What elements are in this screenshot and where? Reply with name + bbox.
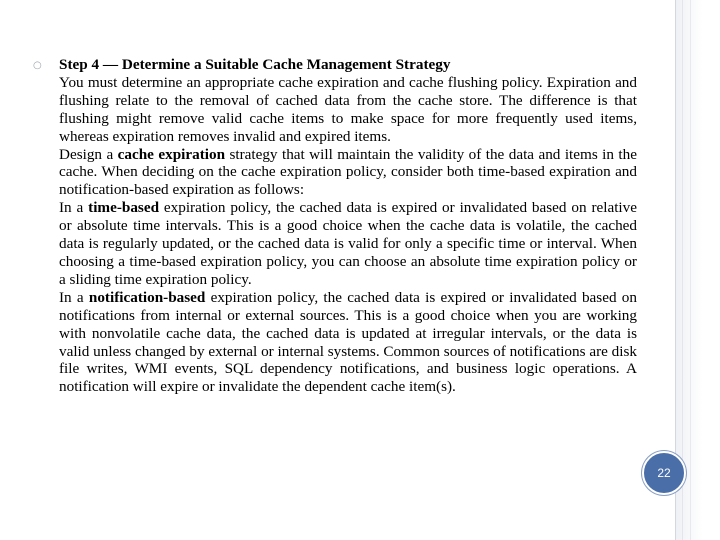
notif-text-pre: In a	[59, 288, 89, 306]
notif-text-post: expiration policy, the cached data is expired or invalidated based on notifications from internal or external sources. This is a good choice when you are working with nonvolatile cache data, the cached data is updated at irregular intervals, or the data is valid unless changed by external or internal systems. Common sources of notifications are disk file writes, WMI events, SQL dependency notifications, and business logic operations. A notification will expire or invalidate the dependent cache item(s).	[59, 288, 637, 396]
time-based-paragraph	[59, 199, 637, 289]
time-text-pre: In a	[59, 199, 89, 217]
bullet-icon: ○	[33, 60, 42, 71]
design-term: cache expiration	[117, 145, 226, 163]
design-text-pre: Design a	[59, 145, 118, 163]
slide-content	[59, 56, 637, 396]
intro-paragraph: You must determine an appropriate cache expiration and cache flushing policy. Expiration and flushing relate to the removal of cached data from the cache store. The difference is that flushing might remove valid cache items to make space for more frequently used items, whereas expiration removes invalid and expired items.	[59, 73, 637, 145]
time-based-term: time-based	[88, 199, 160, 217]
slide-right-border	[675, 0, 720, 540]
slide-title: Step 4 — Determine a Suitable Cache Management Strategy	[59, 56, 451, 73]
design-text-post: strategy that will maintain the validity of the data and items in the cache. When deciding on the cache expiration policy, consider both time-based expiration and notification-based expiration as follows:	[59, 145, 637, 199]
design-paragraph	[59, 146, 637, 200]
page-number-badge: 22	[642, 451, 686, 495]
notification-based-paragraph	[59, 289, 637, 396]
time-text-post: expiration policy, the cached data is expired or invalidated based on relative or absolute time intervals. This is a good choice when the cache data is volatile, the cached data is regularly updated, or the cached data is valid for only a specific time or interval. When choosing a time-based expiration policy, you can choose an absolute time expiration policy or a sliding time expiration policy.	[59, 199, 637, 288]
notification-based-term: notification-based	[88, 288, 206, 306]
